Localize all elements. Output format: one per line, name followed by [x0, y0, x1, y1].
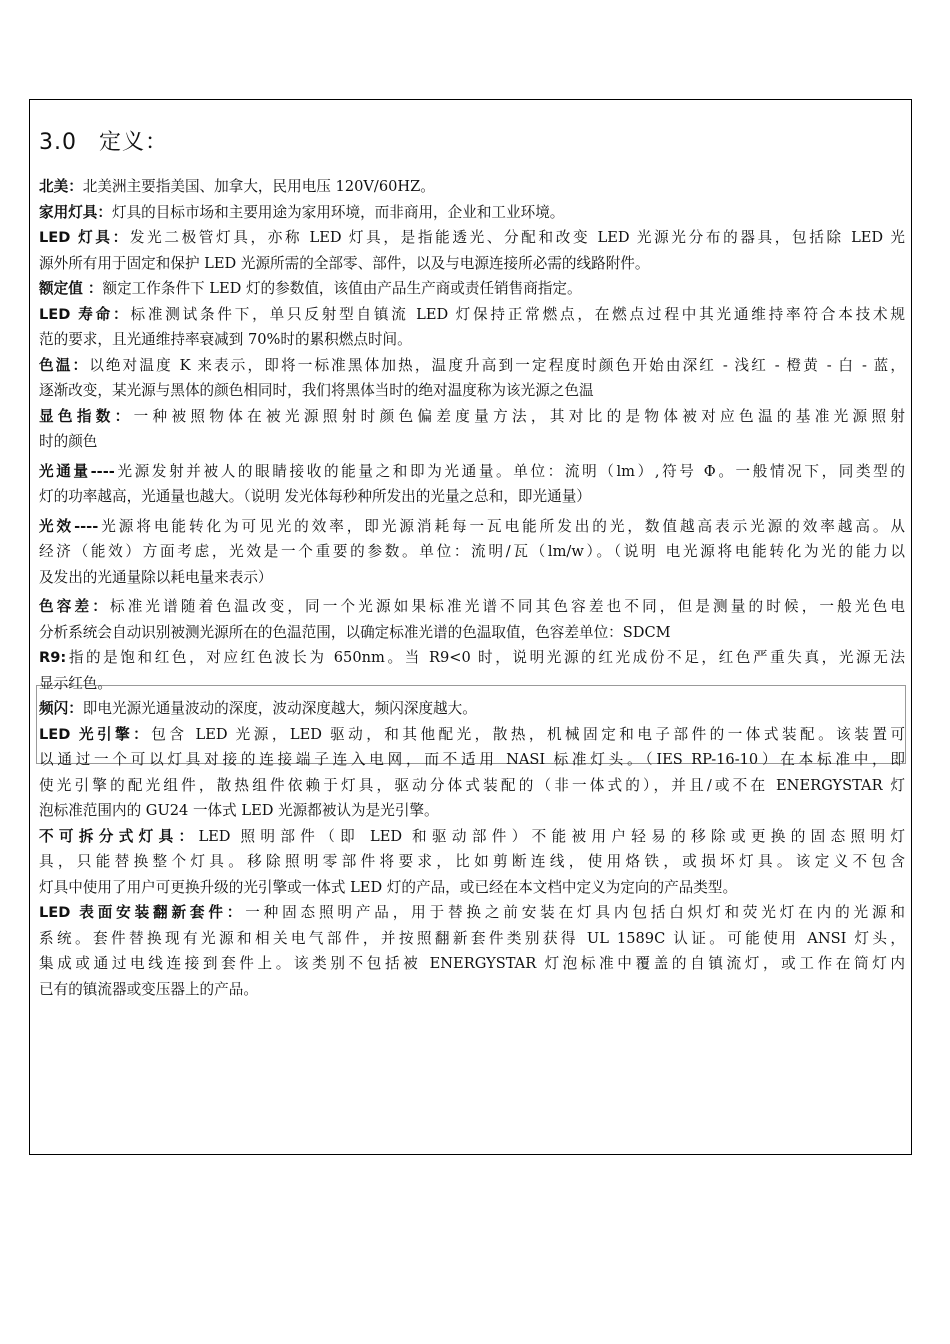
definition-text: 一种固态照明产品，用于替换之前安装在灯具内包括白炽灯和荧光灯在内的光源和	[245, 904, 905, 921]
definition-line	[39, 174, 905, 200]
definition-term: 频闪：	[39, 700, 83, 717]
definition-line	[39, 378, 905, 404]
definition-term: LED 寿命：	[39, 305, 131, 323]
definitions-list	[39, 174, 905, 1002]
definition-line	[39, 429, 905, 455]
definition-entry	[39, 276, 905, 302]
definition-line	[39, 404, 905, 430]
definition-line	[39, 951, 905, 977]
definition-text: 分析系统会自动识别被测光源所在的色温范围，以确定标准光谱的色温取值，色容差单位：SDCM	[39, 623, 671, 641]
definition-text: 即电光源光通量波动的深度，波动深度越大，频闪深度越大。	[82, 700, 477, 717]
definition-text: 时的颜色	[39, 433, 98, 450]
definition-line	[39, 875, 905, 901]
definition-line	[39, 977, 905, 1003]
definition-entry	[39, 900, 905, 1002]
definition-line	[39, 276, 905, 302]
definition-text: 显示红色。	[39, 674, 112, 692]
definition-entry	[39, 302, 905, 353]
definition-text: 已有的镇流器或变压器上的产品。	[39, 980, 258, 998]
definition-text: 灯具中使用了用户可更换升级的光引擎或一体式 LED 灯的产品，或已经在本文档中定义为定向的产品类型。	[39, 878, 738, 896]
definition-term: R9:	[39, 649, 67, 666]
section-number: 3.0	[39, 130, 77, 155]
definition-entry	[39, 722, 905, 824]
definition-line	[39, 565, 905, 591]
definition-term: 家用灯具：	[39, 203, 112, 221]
definition-term: 显色指数：	[39, 407, 134, 425]
definition-line	[39, 926, 905, 952]
definition-line	[39, 747, 905, 773]
definition-text: 标准测试条件下，单只反射型自镇流 LED 灯保持正常燃点，在燃点过程中其光通维持率符合本技术规	[130, 305, 905, 323]
definition-term: LED 灯具：	[39, 229, 130, 246]
definition-text: 光源将电能转化为可见光的效率，即光源消耗每一瓦电能所发出的光，数值越高表示光源的效率越高。从	[98, 517, 905, 535]
definition-line	[39, 696, 905, 722]
definition-line	[39, 539, 905, 565]
definition-line	[39, 459, 905, 485]
definition-text: 逐渐改变，某光源与黑体的颜色相同时，我们将黑体当时的绝对温度称为该光源之色温	[39, 382, 594, 399]
section-title: 定义：	[99, 130, 169, 155]
definition-text: 经济（能效）方面考虑，光效是一个重要的参数。单位：流明/瓦（lm/w）。（说明 电光源将电能转化为光的能力以	[39, 543, 905, 560]
definition-term: 不可拆分式灯具：	[39, 827, 199, 845]
definition-text: 具，只能替换整个灯具。移除照明零部件将要求，比如剪断连线，使用烙铁，或损坏灯具。该定义不包含	[39, 853, 905, 870]
definition-entry	[39, 594, 905, 645]
definition-text: LED 照明部件（即 LED 和驱动部件）不能被用户轻易的移除或更换的固态照明灯	[198, 827, 905, 845]
definition-term: LED 光引擎：	[39, 725, 152, 743]
definition-entry	[39, 404, 905, 455]
definition-line	[39, 327, 905, 353]
definition-line	[39, 645, 905, 671]
definition-text: 使光引擎的配光组件，散热组件依赖于灯具，驱动分体式装配的（非一体式的），并且/或不在 ENERGYSTAR 灯	[39, 776, 905, 794]
definition-entry	[39, 824, 905, 901]
definition-line	[39, 849, 905, 875]
definition-term: 色容差：	[39, 598, 110, 615]
definition-text: 包含 LED 光源，LED 驱动，和其他配光，散热，机械固定和电子部件的一体式装配。该装置可	[151, 725, 905, 743]
definition-text: 发光二极管灯具，亦称 LED 灯具，是指能透光、分配和改变 LED 光源光分布的器具，包括除 LED 光	[129, 229, 905, 246]
definition-entry	[39, 696, 905, 722]
definition-text: 灯具的目标市场和主要用途为家用环境，而非商用，企业和工业环境。	[111, 203, 565, 221]
definition-text: 系统。套件替换现有光源和相关电气部件，并按照翻新套件类别获得 UL 1589C 认证。可能使用 ANSI 灯头，	[39, 929, 905, 947]
definition-text: 北美洲主要指美国、加拿大，民用电压 120V/60HZ。	[82, 178, 435, 195]
definition-line	[39, 302, 905, 328]
definition-text: 指的是饱和红色，对应红色波长为 650nm。当 R9<0 时，说明光源的红光成份不足，红色严重失真，光源无法	[66, 649, 905, 666]
definition-line	[39, 773, 905, 799]
definition-text: 光源发射并被人的眼睛接收的能量之和即为光通量。单位：流明（lm）,符号 Φ。一般情况下，同类型的	[114, 462, 905, 480]
definition-line	[39, 900, 905, 926]
definition-line	[39, 722, 905, 748]
definition-text: 以绝对温度 K 来表示，即将一标准黑体加热，温度升高到一定程度时颜色开始由深红 - 浅红 - 橙黄 - 白 - 蓝，	[89, 356, 905, 374]
definition-term: 北美：	[39, 178, 83, 195]
definition-text: 以通过一个可以灯具对接的连接端子连入电网，而不适用 NASI 标准灯头。（IES RP-16-10）在本标准中，即	[39, 751, 905, 768]
definition-text: 一种被照物体在被光源照射时颜色偏差度量方法，其对比的是物体被对应色温的基准光源照射	[133, 407, 905, 425]
definition-text: 源外所有用于固定和保护 LED 光源所需的全部零、部件，以及与电源连接所必需的线路附件。	[39, 254, 650, 272]
definition-line	[39, 671, 905, 697]
definition-term: 额定值 ：	[39, 280, 103, 297]
definition-entry	[39, 514, 905, 591]
definition-text: 泡标准范围内的 GU24 一体式 LED 光源都被认为是光引擎。	[39, 802, 439, 819]
definition-line	[39, 200, 905, 226]
definition-line	[39, 514, 905, 540]
definition-term: 光通量----	[39, 462, 115, 480]
definition-text: 集成或通过电线连接到套件上。该类别不包括被 ENERGYSTAR 灯泡标准中覆盖的自镇流灯，或工作在筒灯内	[39, 955, 905, 972]
definition-line	[39, 353, 905, 379]
definition-term: 光效----	[39, 517, 99, 535]
definition-line	[39, 824, 905, 850]
definition-line	[39, 620, 905, 646]
definition-term: 色温：	[39, 356, 90, 374]
definition-term: LED 表面安装翻新套件：	[39, 904, 246, 921]
definition-line	[39, 594, 905, 620]
definition-entry	[39, 645, 905, 696]
definition-entry	[39, 225, 905, 276]
definition-line	[39, 484, 905, 510]
definition-text: 范的要求，且光通维持率衰减到 70%时的累积燃点时间。	[39, 331, 412, 348]
definition-text: 及发出的光通量除以耗电量来表示）	[39, 568, 273, 586]
definition-entry	[39, 459, 905, 510]
definition-entry	[39, 200, 905, 226]
definition-line	[39, 251, 905, 277]
definition-line	[39, 225, 905, 251]
definition-line	[39, 798, 905, 824]
definition-entry	[39, 174, 905, 200]
definition-text: 额定工作条件下 LED 灯的参数值，该值由产品生产商或责任销售商指定。	[102, 280, 582, 297]
section-heading	[39, 125, 168, 156]
definition-entry	[39, 353, 905, 404]
definition-text: 灯的功率越高，光通量也越大。（说明 发光体每秒种所发出的光量之总和，即光通量）	[39, 488, 591, 505]
definition-text: 标准光谱随着色温改变，同一个光源如果标准光谱不同其色容差也不同，但是测量的时候，一般光色电	[109, 598, 905, 615]
